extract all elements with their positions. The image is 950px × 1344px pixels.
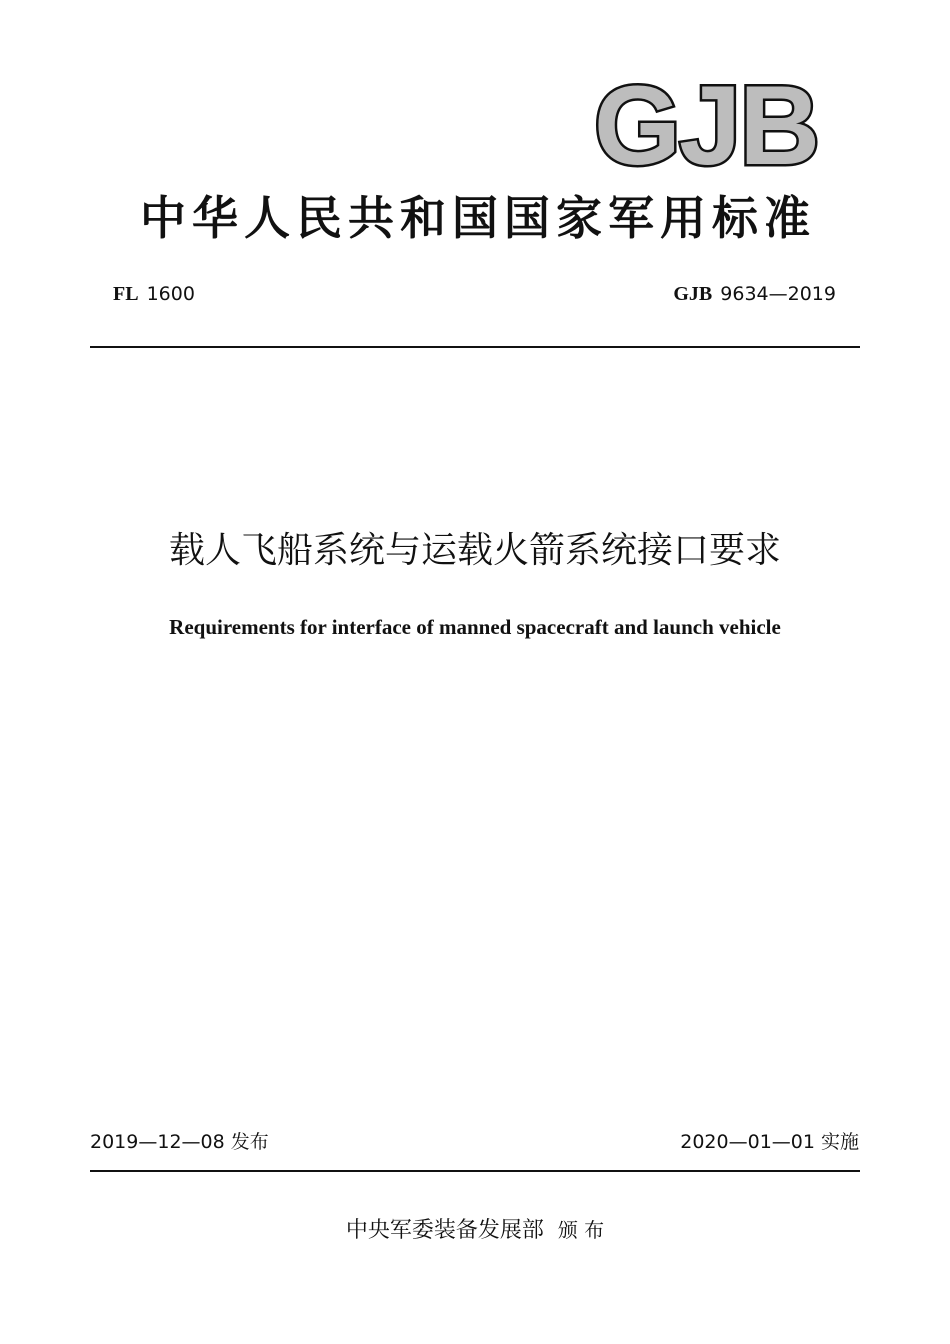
classification-prefix: FL <box>113 283 139 305</box>
standard-number <box>673 282 836 306</box>
standard-number-value: 9634—2019 <box>720 283 836 305</box>
document-title-en: Requirements for interface of manned spacecraft and launch vehicle <box>169 615 781 639</box>
effective-date: 2020—01—01 实施 <box>680 1131 859 1153</box>
document-title-cn: 载人飞船系统与运载火箭系统接口要求 <box>168 530 781 571</box>
gjb-logo-text: GJB <box>593 74 819 174</box>
standard-prefix: GJB <box>673 283 713 305</box>
bottom-divider <box>90 1170 860 1172</box>
issue-action: 颁 布 <box>557 1218 605 1242</box>
issuer-line <box>0 1213 950 1248</box>
issue-date: 2019—12—08 发布 <box>90 1131 269 1153</box>
issuer-name: 中央军委装备发展部 <box>345 1218 544 1243</box>
gjb-logo <box>582 74 830 174</box>
classification-number: 1600 <box>146 283 195 305</box>
top-divider <box>90 346 860 348</box>
classification-code <box>113 282 195 306</box>
standard-category-title: 中华人民共和国国家军用标准 <box>140 191 816 245</box>
